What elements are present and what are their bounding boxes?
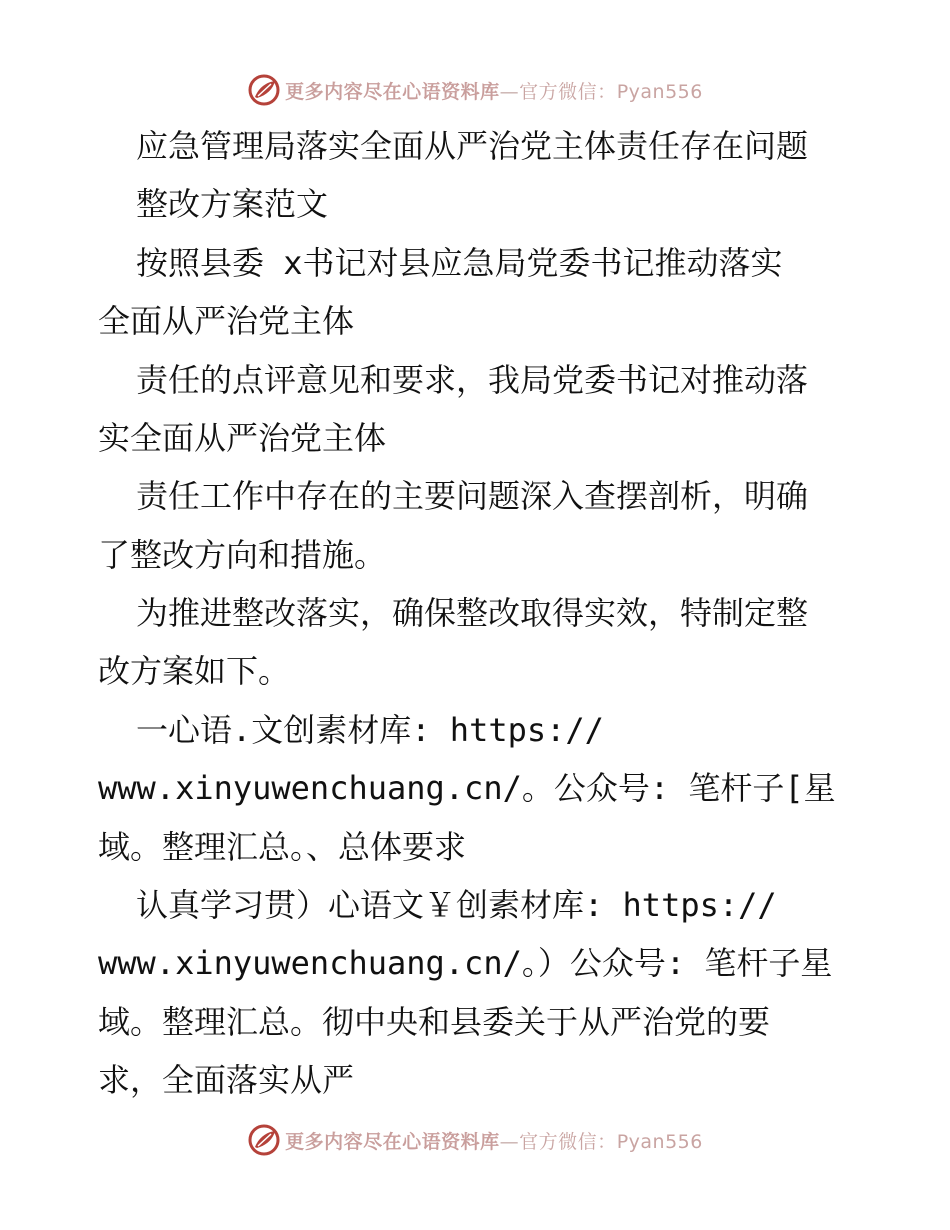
watermark-separator: — — [499, 80, 520, 103]
watermark-wechat-id: Pyan556 — [616, 1130, 703, 1153]
watermark-site-text: 更多内容尽在心语资料库 — [285, 80, 500, 103]
doc-paragraph-line: 实全面从严治党主体 — [98, 419, 387, 457]
doc-paragraph-line: 按照县委 x书记对县应急局党委书记推动落实 — [136, 244, 783, 282]
leaf-seal-logo-icon — [247, 73, 281, 107]
doc-paragraph-line: 了整改方向和措施。 — [98, 536, 387, 574]
watermark-wechat-label: 官方微信： — [519, 80, 617, 103]
doc-paragraph-line: 为推进整改落实，确保整改取得实效，特制定整 — [136, 594, 809, 632]
doc-paragraph-line: 认真学习贯）心语文￥创素材库: https:// — [136, 886, 777, 924]
doc-paragraph-line: 域。整理汇总。、总体要求 — [98, 828, 467, 866]
watermark-site-text: 更多内容尽在心语资料库 — [285, 1130, 500, 1153]
doc-title-line-2: 整改方案范文 — [136, 185, 329, 223]
doc-paragraph-line: www.xinyuwenchuang.cn/。）公众号: 笔杆子星 — [98, 944, 833, 982]
doc-paragraph-line: 改方案如下。 — [98, 652, 291, 690]
header-watermark — [0, 70, 950, 110]
doc-paragraph-line: 责任工作中存在的主要问题深入查摆剖析，明确 — [136, 477, 809, 515]
watermark-separator: — — [499, 1130, 520, 1153]
doc-paragraph-line: 域。整理汇总。彻中央和县委关于从严治党的要 — [98, 1003, 771, 1041]
doc-paragraph-line: www.xinyuwenchuang.cn/。公众号: 笔杆子[星 — [98, 769, 836, 807]
watermark-wechat-label: 官方微信： — [519, 1130, 617, 1153]
doc-title-line-1: 应急管理局落实全面从严治党主体责任存在问题 — [136, 127, 809, 165]
doc-paragraph-line: 一心语.文创素材库: https:// — [136, 711, 604, 749]
doc-paragraph-line: 求，全面落实从严 — [98, 1061, 355, 1099]
doc-paragraph-line: 责任的点评意见和要求，我局党委书记对推动落 — [136, 361, 809, 399]
footer-watermark — [0, 1120, 950, 1160]
leaf-seal-logo-icon — [247, 1123, 281, 1157]
watermark-wechat-id: Pyan556 — [616, 80, 703, 103]
doc-paragraph-line: 全面从严治党主体 — [98, 302, 355, 340]
